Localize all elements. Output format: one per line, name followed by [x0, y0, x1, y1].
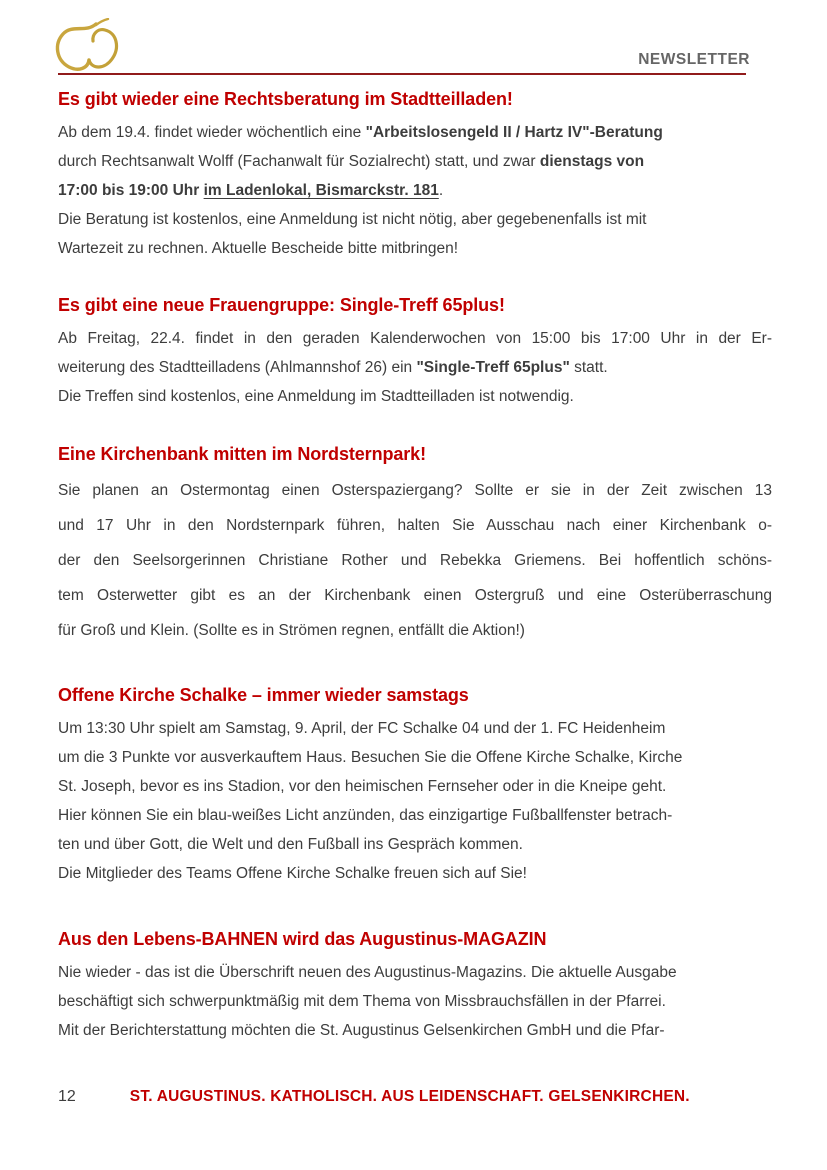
- section-heading: Es gibt eine neue Frauengruppe: Single-Treff 65plus!: [58, 295, 505, 315]
- text-segment: .: [438, 182, 444, 199]
- text-line: [58, 118, 772, 147]
- text-segment: und 17 Uhr in den Nordsternpark führen, halten Sie Ausschau nach einer Kirchenbank o-: [58, 517, 772, 534]
- text-line: [58, 543, 772, 578]
- text-segment: "Arbeitslosengeld II / Hartz IV"-Beratung: [365, 124, 663, 141]
- text-segment: St. Joseph, bevor es ins Stadion, vor den heimischen Fernseher oder in die Kneipe geht.: [58, 778, 667, 795]
- text-segment: Ab Freitag, 22.4. findet in den geraden Kalenderwochen von 15:00 bis 17:00 Uhr in der Er-: [58, 330, 772, 347]
- text-line: [58, 714, 772, 743]
- brand-title: NEWSLETTER: [638, 51, 750, 68]
- header-rule: [58, 73, 746, 75]
- text-segment: tem Osterwetter gibt es an der Kirchenbank einen Ostergruß und eine Osterüberraschung: [58, 587, 772, 604]
- text-segment: "Single-Treff 65plus": [416, 359, 570, 376]
- section-heading: Aus den Lebens-BAHNEN wird das Augustinus-MAGAZIN: [58, 929, 547, 949]
- newsletter-section: [58, 443, 772, 648]
- text-segment: für Groß und Klein. (Sollte es in Strömen regnen, entfällt die Aktion!): [58, 622, 525, 639]
- text-segment: weiterung des Stadtteilladens (Ahlmannshof 26) ein: [58, 359, 417, 376]
- text-segment: beschäftigt sich schwerpunktmäßig mit dem Thema von Missbrauchsfällen in der Pfarrei.: [58, 993, 666, 1010]
- newsletter-section: [58, 294, 772, 411]
- text-line: [58, 613, 772, 648]
- text-segment: durch Rechtsanwalt Wolff (Fachanwalt für Sozialrecht) statt, und zwar: [58, 153, 540, 170]
- text-segment: Mit der Berichterstattung möchten die St. Augustinus Gelsenkirchen GmbH und die Pfar-: [58, 1022, 665, 1039]
- text-line: [58, 205, 772, 234]
- text-segment: Nie wieder - das ist die Überschrift neuen des Augustinus-Magazins. Die aktuelle Ausgabe: [58, 964, 677, 981]
- text-segment: ten und über Gott, die Welt und den Fußball ins Gespräch kommen.: [58, 836, 523, 853]
- text-line: [58, 801, 772, 830]
- text-line: [58, 382, 772, 411]
- text-segment: um die 3 Punkte vor ausverkauftem Haus. Besuchen Sie die Offene Kirche Schalke, Kirche: [58, 749, 683, 766]
- text-line: [58, 353, 772, 382]
- text-line: [58, 987, 772, 1016]
- newsletter-section: [58, 88, 772, 263]
- heart-logo-icon: [48, 18, 158, 80]
- text-line: [58, 508, 772, 543]
- content: [58, 88, 772, 1045]
- text-line: [58, 324, 772, 353]
- text-segment: Sie planen an Ostermontag einen Osterspaziergang? Sollte er sie in der Zeit zwischen 13: [58, 482, 772, 499]
- text-segment: Die Beratung ist kostenlos, eine Anmeldung ist nicht nötig, aber gegebenenfalls ist mit: [58, 211, 647, 228]
- text-line: [58, 176, 772, 205]
- text-segment: der den Seelsorgerinnen Christiane Rother und Rebekka Griemens. Bei hoffentlich schöns-: [58, 552, 772, 569]
- text-segment: 17:00 bis 19:00 Uhr: [58, 182, 204, 199]
- text-segment: Um 13:30 Uhr spielt am Samstag, 9. April, der FC Schalke 04 und der 1. FC Heidenheim: [58, 720, 666, 737]
- footer: [58, 1088, 772, 1106]
- section-heading: Offene Kirche Schalke – immer wieder samstags: [58, 685, 469, 705]
- page-number: 12: [58, 1088, 76, 1105]
- text-segment: dienstags von: [539, 153, 645, 170]
- text-line: [58, 234, 772, 263]
- text-segment: Ab dem 19.4. findet wieder wöchentlich eine: [58, 124, 366, 141]
- text-line: [58, 830, 772, 859]
- text-segment: Die Treffen sind kostenlos, eine Anmeldung im Stadtteilladen ist notwendig.: [58, 388, 574, 405]
- text-segment: im Ladenlokal, Bismarckstr. 181: [203, 182, 439, 199]
- text-line: [58, 859, 772, 888]
- text-line: [58, 473, 772, 508]
- newsletter-section: [58, 684, 772, 888]
- section-heading: Eine Kirchenbank mitten im Nordsternpark!: [58, 444, 426, 464]
- text-line: [58, 578, 772, 613]
- text-segment: Wartezeit zu rechnen. Aktuelle Bescheide bitte mitbringen!: [58, 240, 459, 257]
- text-line: [58, 772, 772, 801]
- text-segment: Hier können Sie ein blau-weißes Licht anzünden, das einzigartige Fußballfenster betrach-: [58, 807, 673, 824]
- text-segment: Die Mitglieder des Teams Offene Kirche Schalke freuen sich auf Sie!: [58, 865, 527, 882]
- section-heading: Es gibt wieder eine Rechtsberatung im Stadtteilladen!: [58, 89, 513, 109]
- text-line: [58, 958, 772, 987]
- text-segment: statt.: [569, 359, 608, 376]
- text-line: [58, 743, 772, 772]
- text-line: [58, 147, 772, 176]
- newsletter-section: [58, 928, 772, 1045]
- text-line: [58, 1016, 772, 1045]
- footer-motto: ST. AUGUSTINUS. KATHOLISCH. AUS LEIDENSCHAFT. GELSENKIRCHEN.: [129, 1088, 690, 1105]
